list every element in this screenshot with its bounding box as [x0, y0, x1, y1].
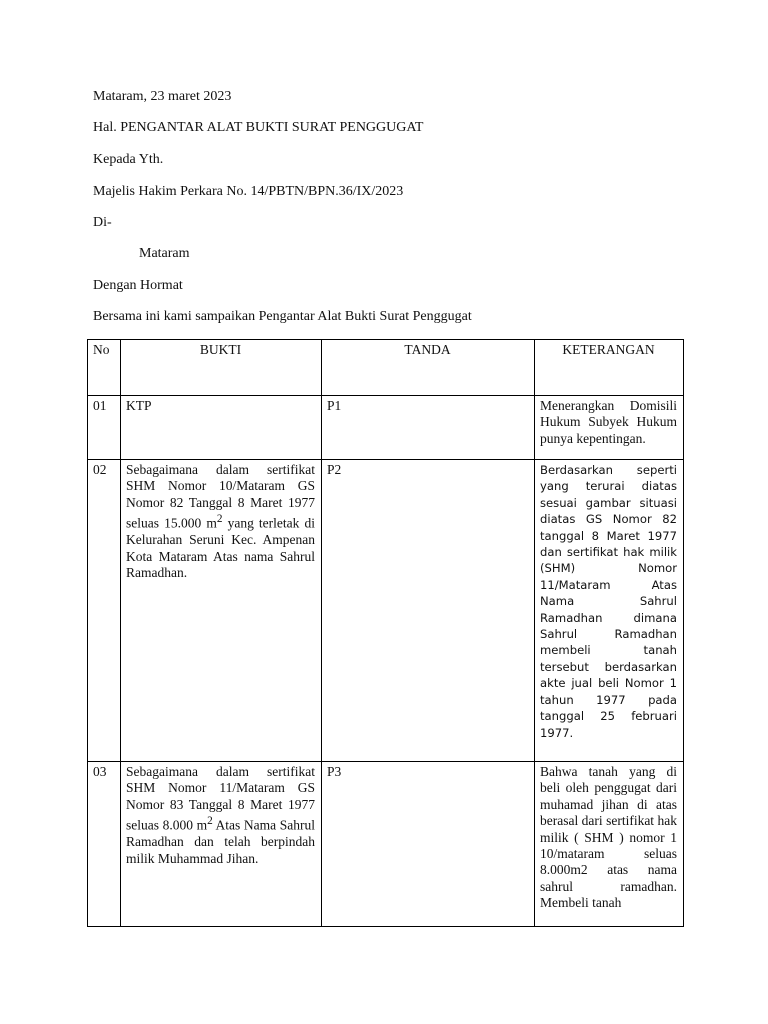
cell-no: 01: [88, 396, 121, 460]
table-header-row: [88, 340, 684, 396]
superscript: 2: [216, 513, 223, 526]
evidence-table: [87, 339, 684, 927]
intro-line: Bersama ini kami sampaikan Pengantar Alat Bukti Surat Penggugat: [93, 309, 472, 324]
cell-tanda: P1: [322, 396, 535, 460]
header-tanda: TANDA: [322, 340, 535, 396]
cell-bukti: [121, 460, 322, 762]
recipient-line: Majelis Hakim Perkara No. 14/PBTN/BPN.36/IX/2023: [93, 184, 404, 199]
cell-bukti: KTP: [121, 396, 322, 460]
cell-keterangan: Menerangkan Domisili Hukum Subyek Hukum punya kepentingan.: [535, 396, 684, 460]
cell-no: 02: [88, 460, 121, 762]
cell-keterangan: [535, 762, 684, 927]
subject-line: Hal. PENGANTAR ALAT BUKTI SURAT PENGGUGAT: [93, 120, 424, 135]
cell-tanda: P2: [322, 460, 535, 762]
bukti-text: Sebagaimana dalam sertifikat SHM Nomor 10/Mataram GS Nomor 82 Tanggal 8 Maret 1977 seluas 15.000 m: [126, 462, 315, 531]
cell-no: 03: [88, 762, 121, 927]
greeting-line: Dengan Hormat: [93, 278, 183, 293]
city-line: Mataram: [139, 246, 190, 261]
keterangan-text: Bahwa tanah yang di beli oleh penggugat dari muhamad jihan di atas berasal dari sertifikat hak milik ( SHM ) nomor 1 10/mataram seluas 8.000m2 atas nama sahrul ramadhan. Membeli tanah: [540, 764, 677, 911]
di-line: Di-: [93, 215, 112, 230]
header-keterangan: KETERANGAN: [535, 340, 684, 396]
cell-tanda: P3: [322, 762, 535, 927]
bukti-text-cont: yang terletak di Kelurahan Seruni Kec. Ampenan Kota Mataram Atas nama Sahrul Ramadhan.: [126, 515, 316, 580]
cell-bukti: [121, 762, 322, 927]
superscript: 2: [207, 815, 213, 828]
header-no: No: [88, 340, 121, 396]
bukti-text: Sebagaimana dalam sertifikat SHM Nomor 11/Mataram GS Nomor 83 Tanggal 8 Maret 1977 seluas 8.000 m: [126, 764, 315, 833]
table-row: [88, 762, 684, 927]
place-date: Mataram, 23 maret 2023: [93, 89, 232, 104]
cell-keterangan: Berdasarkan seperti yang terurai diatas sesuai gambar situasi diatas GS Nomor 82 tanggal 8 Maret 1977 dan sertifikat hak milik (SHM) Nomor 11/Mataram Atas Nama Sahrul Ramadhan dimana Sahrul Ramadhan membeli tanah tersebut berdasarkan akte jual beli Nomor 1 tahun 1977 pada tanggal 25 februari 1977.: [535, 460, 684, 762]
addressee-salutation: Kepada Yth.: [93, 152, 164, 167]
bukti-text-cont: Atas Nama Sahrul Ramadhan dan telah berpindah milik Muhammad Jihan.: [126, 817, 315, 866]
table-row: [88, 460, 684, 762]
table-row: [88, 396, 684, 460]
header-bukti: BUKTI: [121, 340, 322, 396]
